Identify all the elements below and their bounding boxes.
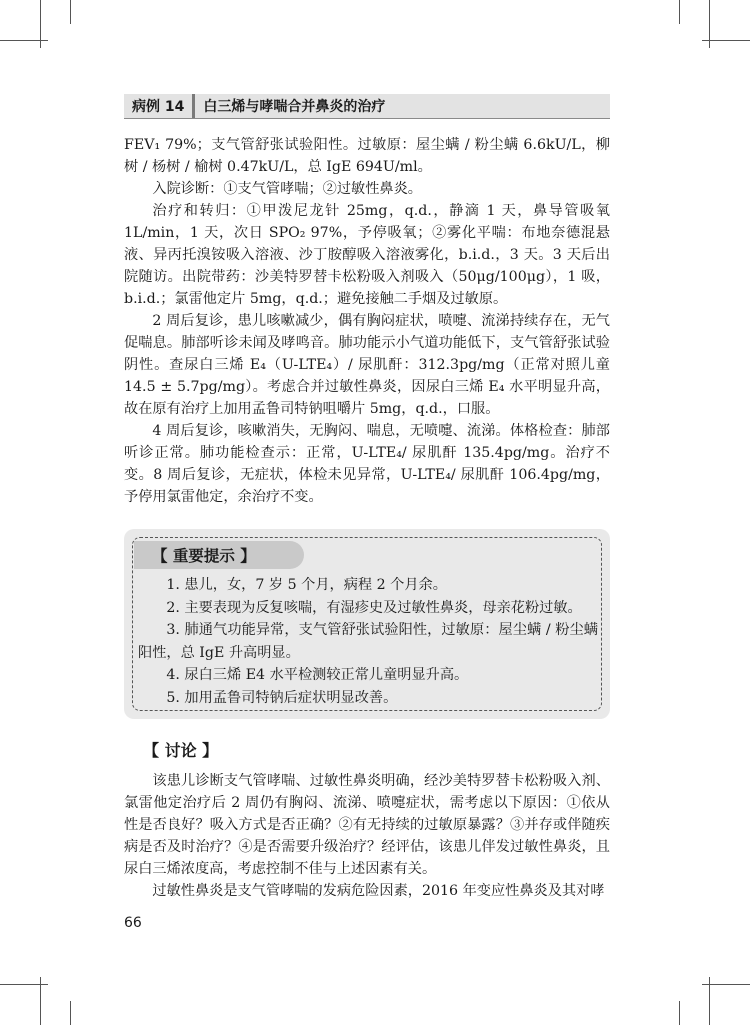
discussion-body	[124, 770, 610, 902]
discussion-paragraph-2: 过敏性鼻炎是支气管哮喘的发病危险因素，2016 年变应性鼻炎及其对哮	[152, 883, 605, 899]
crop-mark-br-v2	[679, 1001, 680, 1025]
page-number: 66	[124, 915, 142, 931]
key-point-item: 4. 尿白三烯 E4 水平检测较正常儿童明显升高。	[166, 667, 469, 683]
crop-mark-bl-h	[0, 984, 48, 985]
discussion-paragraph-1: 该患儿诊断支气管哮喘、过敏性鼻炎明确，经沙美特罗替卡松粉吸入剂、氯雷他定治疗后 2 周仍有胸闷、流涕、喷嚏症状，需考虑以下原因：①依从性是否良好？吸入方式是否正确？②有无持续的过敏原暴露？③并存或伴随疾病是否及时治疗？④是否需要升级治疗？经评估，该患儿伴发过敏性鼻炎，且尿白三烯浓度高，考虑控制不佳与上述因素有关。	[124, 773, 610, 877]
key-point-item: 5. 加用孟鲁司特钠后症状明显改善。	[166, 689, 398, 706]
key-points-title: 【 重要提示 】	[134, 541, 304, 569]
key-point-item: 1. 患儿，女，7 岁 5 个月，病程 2 个月余。	[166, 577, 447, 593]
case-body	[124, 134, 610, 508]
case-label: 病例 14	[124, 94, 195, 118]
crop-mark-br-h	[702, 984, 750, 985]
crop-mark-tr-v2	[679, 0, 680, 24]
paragraph-followup-2w: 2 周后复诊，患儿咳嗽减少，偶有胸闷症状，喷嚏、流涕持续存在，无气促喘息。肺部听诊未闻及哮鸣音。肺功能示小气道功能低下，支气管舒张试验阴性。查尿白三烯 E₄（U-LTE₄）/ 尿肌酐：312.3pg/mg（正常对照儿童 14.5 ± 5.7pg/mg）。考虑合并过敏性鼻炎，因尿白三烯 E₄ 水平明显升高，故在原有治疗上加用孟鲁司特钠咀嚼片 5mg，q.d.，口服。	[124, 313, 610, 417]
crop-mark-bl-v2	[70, 1001, 71, 1025]
discussion-heading: 【 讨论 】	[143, 741, 219, 760]
paragraph-followup-4w: 4 周后复诊，咳嗽消失，无胸闷、喘息，无喷嚏、流涕。体格检查：肺部听诊正常。肺功能检查示：正常，U-LTE₄/ 尿肌酐 135.4pg/mg。治疗不变。8 周后复诊，无症状，体检未见异常，U-LTE₄/ 尿肌酐 106.4pg/mg，予停用氯雷他定，余治疗不变。	[124, 423, 610, 505]
chapter-title: 白三烯与哮喘合并鼻炎的治疗	[203, 99, 386, 115]
crop-mark-tl-h	[0, 40, 48, 41]
paragraph-exam: FEV₁ 79%；支气管舒张试验阳性。过敏原：屋尘螨 / 粉尘螨 6.6kU/L，柳树 / 杨树 / 榆树 0.47kU/L，总 IgE 694U/ml。	[124, 137, 610, 175]
key-point-item: 2. 主要表现为反复咳喘，有湿疹史及过敏性鼻炎，母亲花粉过敏。	[166, 599, 582, 616]
key-point-item: 3. 肺通气功能异常，支气管舒张试验阳性，过敏原：屋尘螨 / 粉尘螨阳性，总 IgE 升高明显。	[138, 622, 598, 661]
crop-mark-tr-h	[702, 40, 750, 41]
paragraph-diagnosis: 入院诊断：①支气管哮喘；②过敏性鼻炎。	[152, 181, 422, 197]
key-points-box	[124, 529, 610, 719]
paragraph-treatment: 治疗和转归：①甲泼尼龙针 25mg，q.d.，静滴 1 天，鼻导管吸氧 1L/min，1 天，次日 SPO₂ 97%，予停吸氧；②雾化平喘：布地奈德混悬液、异丙托溴铵吸入溶液、沙丁胺醇吸入溶液雾化，b.i.d.，3 天。3 天后出院随访。出院带药：沙美特罗替卡松粉吸入剂吸入（50μg/100μg），1 吸，b.i.d.；氯雷他定片 5mg，q.d.；避免接触二手烟及过敏原。	[124, 203, 610, 307]
crop-mark-tl-v2	[70, 0, 71, 24]
key-points-list	[138, 574, 598, 709]
running-header	[124, 94, 610, 119]
